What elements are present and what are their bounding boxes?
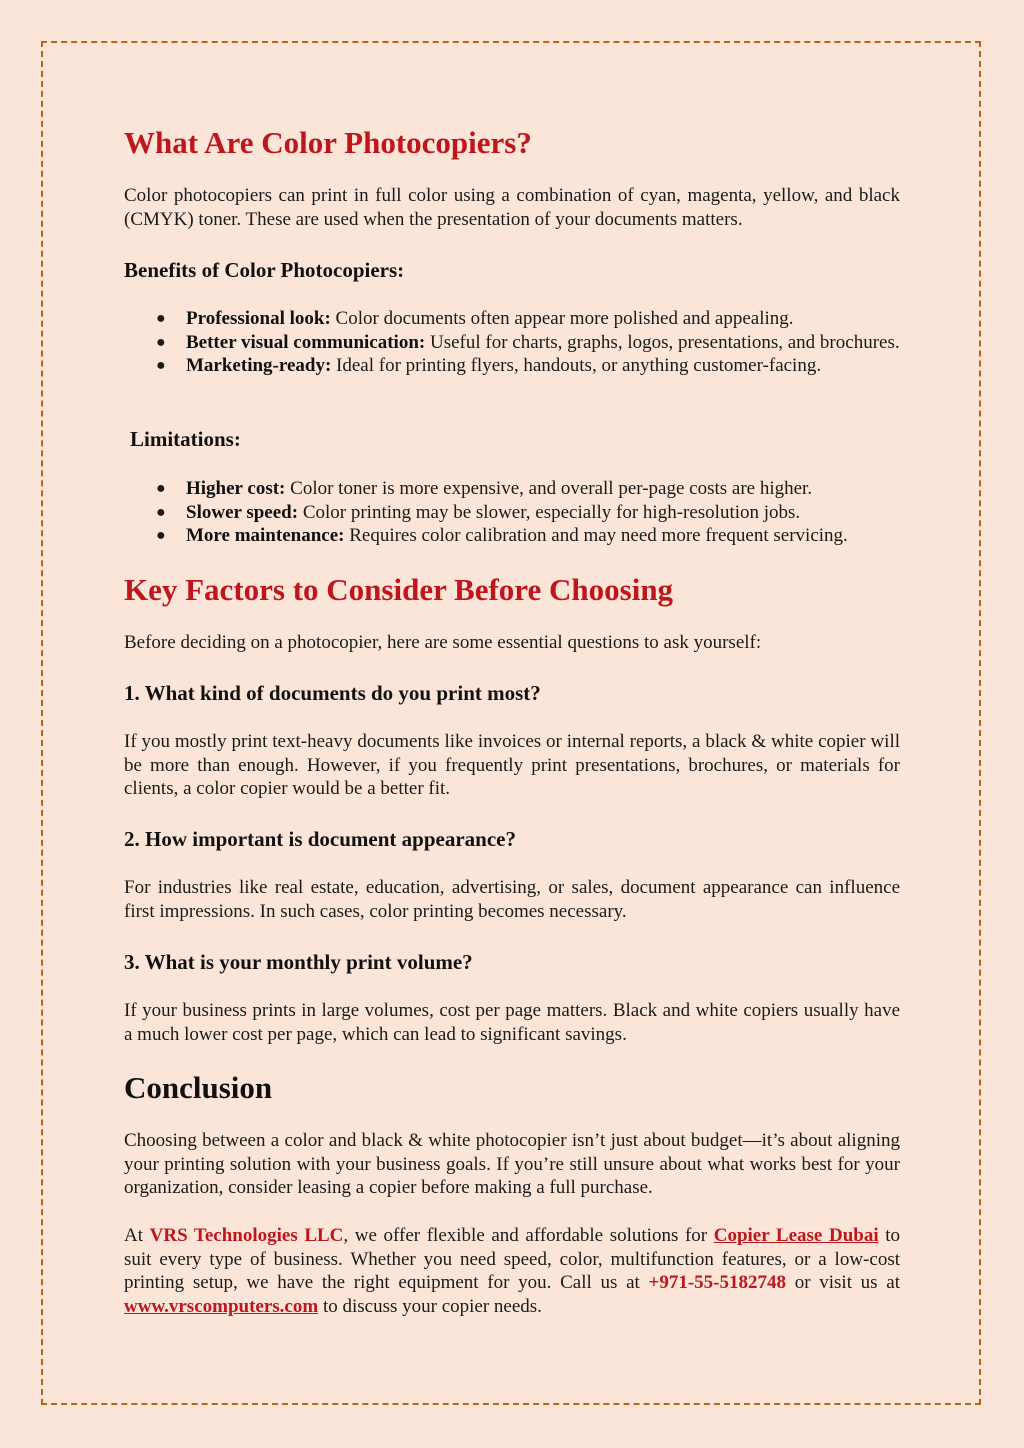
benefits-heading: Benefits of Color Photocopiers: [124, 258, 405, 282]
list-item: ● Better visual communication: Useful for charts, graphs, logos, presentations, and brochures. [156, 331, 900, 353]
limitations-heading: Limitations: [130, 427, 241, 451]
question-2-text: For industries like real estate, education, advertising, or sales, document appearance can influence first impressions. In such cases, color printing becomes necessary. [124, 877, 900, 922]
bullet-icon: ● [156, 333, 166, 351]
bullet-icon: ● [156, 310, 166, 327]
list-item: ● Marketing-ready: Ideal for printing flyers, handouts, or anything customer-facing. [156, 355, 822, 377]
conclusion-paragraph-2: At VRS Technologies LLC, we offer flexible and affordable solutions for Copier Lease Dubai to suit every type of business. Whether you need speed, color, multifunction features, or a low-cost printing setup, we have the right equipment for you. Call us at +971-55-5182748 or visit us at www.vrscomputers.com to discuss your copier needs. [124, 1225, 901, 1318]
website-link[interactable]: www.vrscomputers.com [124, 1296, 319, 1318]
list-item: ● More maintenance: Requires color calibration and may need more frequent servicing. [156, 525, 848, 547]
bullet-icon: ● [156, 357, 166, 375]
key-factors-intro: Before deciding on a photocopier, here are some essential questions to ask yourself: [124, 632, 762, 653]
list-item: ● Higher cost: Color toner is more expensive, and overall per-page costs are higher. [156, 478, 813, 499]
intro-paragraph: Color photocopiers can print in full color using a combination of cyan, magenta, yellow, and black (CMYK) toner. These are used when the presentation of your documents matters. [124, 185, 900, 230]
conclusion-paragraph-1: Choosing between a color and black & white photocopier isn’t just about budget—it’s about aligning your printing solution with your business goals. If you’re still unsure about what works best for your organization, consider leasing a copier before making a full purchase. [124, 1130, 900, 1199]
question-2-heading: 2. How important is document appearance? [124, 827, 516, 851]
benefits-list [124, 307, 900, 378]
question-3-text: If your business prints in large volumes, cost per page matters. Black and white copiers usually have a much lower cost per page, which can lead to significant savings. [124, 1000, 900, 1045]
copier-lease-dubai-link[interactable]: Copier Lease Dubai [713, 1225, 879, 1246]
question-1-heading: 1. What kind of documents do you print most? [124, 681, 541, 705]
bullet-icon: ● [156, 480, 166, 497]
list-item: ● Slower speed: Color printing may be slower, especially for high-resolution jobs. [156, 501, 801, 523]
conclusion-title: Conclusion [124, 1070, 273, 1105]
phone-number: +971-55-5182748 [648, 1272, 786, 1294]
limitations-list [124, 477, 900, 548]
section-title-color-photocopiers: What Are Color Photocopiers? [124, 125, 532, 160]
bullet-icon: ● [156, 527, 166, 545]
list-item: ● Professional look: Color documents often appear more polished and appealing. [156, 308, 794, 329]
question-1-text: If you mostly print text-heavy documents like invoices or internal reports, a black & white copier will be more than enough. However, if you frequently print presentations, brochures, or materials for clients, a color copier would be a better fit. [124, 731, 900, 800]
question-3-heading: 3. What is your monthly print volume? [124, 950, 473, 974]
bullet-icon: ● [156, 503, 166, 521]
section-title-key-factors: Key Factors to Consider Before Choosing [124, 572, 674, 607]
page-border [41, 41, 981, 1405]
company-name: VRS Technologies LLC [149, 1225, 344, 1246]
